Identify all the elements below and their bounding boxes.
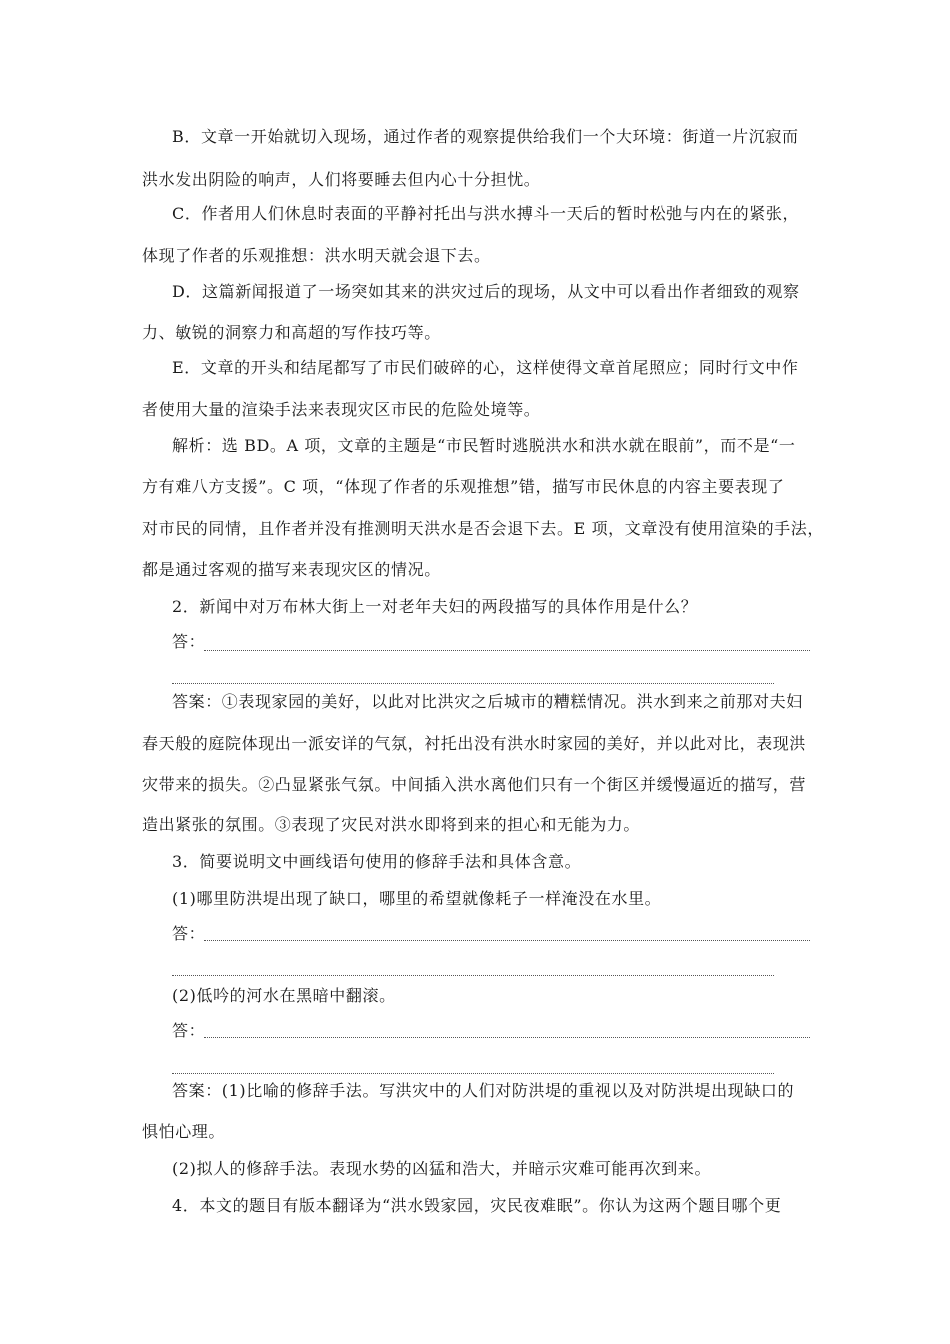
question-4: 4．本文的题目有版本翻译为“洪水毁家园，灾民夜难眠”。你认为这两个题目哪个更 [172,1196,782,1215]
option-c-line1: C．作者用人们休息时表面的平静衬托出与洪水搏斗一天后的暂时松弛与内在的紧张， [172,204,800,223]
q3-answer-blank-3[interactable] [204,1037,810,1038]
option-e-line1: E．文章的开头和结尾都写了市民们破碎的心，这样使得文章首尾照应；同时行文中作 [172,358,799,377]
q2-answer-line3: 灾带来的损失。②凸显紧张气氛。中间插入洪水离他们只有一个街区并缓慢逼近的描写，营 [142,775,807,794]
q2-answer-blank-1[interactable] [204,650,810,651]
q3-sub-2: (2)低吟的河水在黑暗中翻滚。 [172,986,396,1005]
q3-sub-1: (1)哪里防洪堤出现了缺口，哪里的希望就像耗子一样淹没在水里。 [172,889,662,908]
analysis-line1: 解析：选 BD。A 项，文章的主题是“市民暂时逃脱洪水和洪水就在眼前”，而不是“一 [172,436,796,455]
q3-answer-blank-1[interactable] [204,940,810,941]
q3-answer-label-2: 答： [172,1021,206,1040]
q2-answer-line2: 春天般的庭院体现出一派安详的气氛，衬托出没有洪水时家园的美好，并以此对比，表现洪 [142,734,807,753]
option-e-line2: 者使用大量的渲染手法来表现灾区市民的危险处境等。 [142,400,541,419]
analysis-line3: 对市民的同情，且作者并没有推测明天洪水是否会退下去。E 项，文章没有使用渲染的手法， [142,519,824,538]
q2-answer-label: 答： [172,632,206,651]
q3-answer-blank-2[interactable] [172,975,774,976]
q2-answer-blank-2[interactable] [172,683,774,684]
option-c-line2: 体现了作者的乐观推想：洪水明天就会退下去。 [142,246,491,265]
q3-answer-line2: 惧怕心理。 [142,1122,226,1141]
option-d-line1: D．这篇新闻报道了一场突如其来的洪灾过后的现场，从文中可以看出作者细致的观察 [172,282,800,301]
analysis-line2: 方有难八方支援”。C 项，“体现了作者的乐观推想”错，描写市民休息的内容主要表现了 [142,477,785,496]
q3-answer-line3: (2)拟人的修辞手法。表现水势的凶猛和浩大，并暗示灾难可能再次到来。 [172,1159,712,1178]
question-3: 3．简要说明文中画线语句使用的修辞手法和具体含意。 [172,852,582,871]
q3-answer-line1: 答案：(1)比喻的修辞手法。写洪灾中的人们对防洪堤的重视以及对防洪堤出现缺口的 [172,1081,795,1100]
question-2: 2．新闻中对万布林大街上一对老年夫妇的两段描写的具体作用是什么？ [172,597,698,616]
option-b-line2: 洪水发出阴险的响声，人们将要睡去但内心十分担忧。 [142,170,541,189]
q3-answer-blank-4[interactable] [172,1073,774,1074]
q2-answer-line4: 造出紧张的氛围。③表现了灾民对洪水即将到来的担心和无能为力。 [142,815,641,834]
q2-answer-line1: 答案：①表现家园的美好，以此对比洪灾之后城市的糟糕情况。洪水到来之前那对夫妇 [172,692,803,711]
option-d-line2: 力、敏锐的洞察力和高超的写作技巧等。 [142,323,441,342]
option-b-line1: B．文章一开始就切入现场，通过作者的观察提供给我们一个大环境：街道一片沉寂而 [172,127,799,146]
q3-answer-label-1: 答： [172,924,206,943]
analysis-line4: 都是通过客观的描写来表现灾区的情况。 [142,560,441,579]
